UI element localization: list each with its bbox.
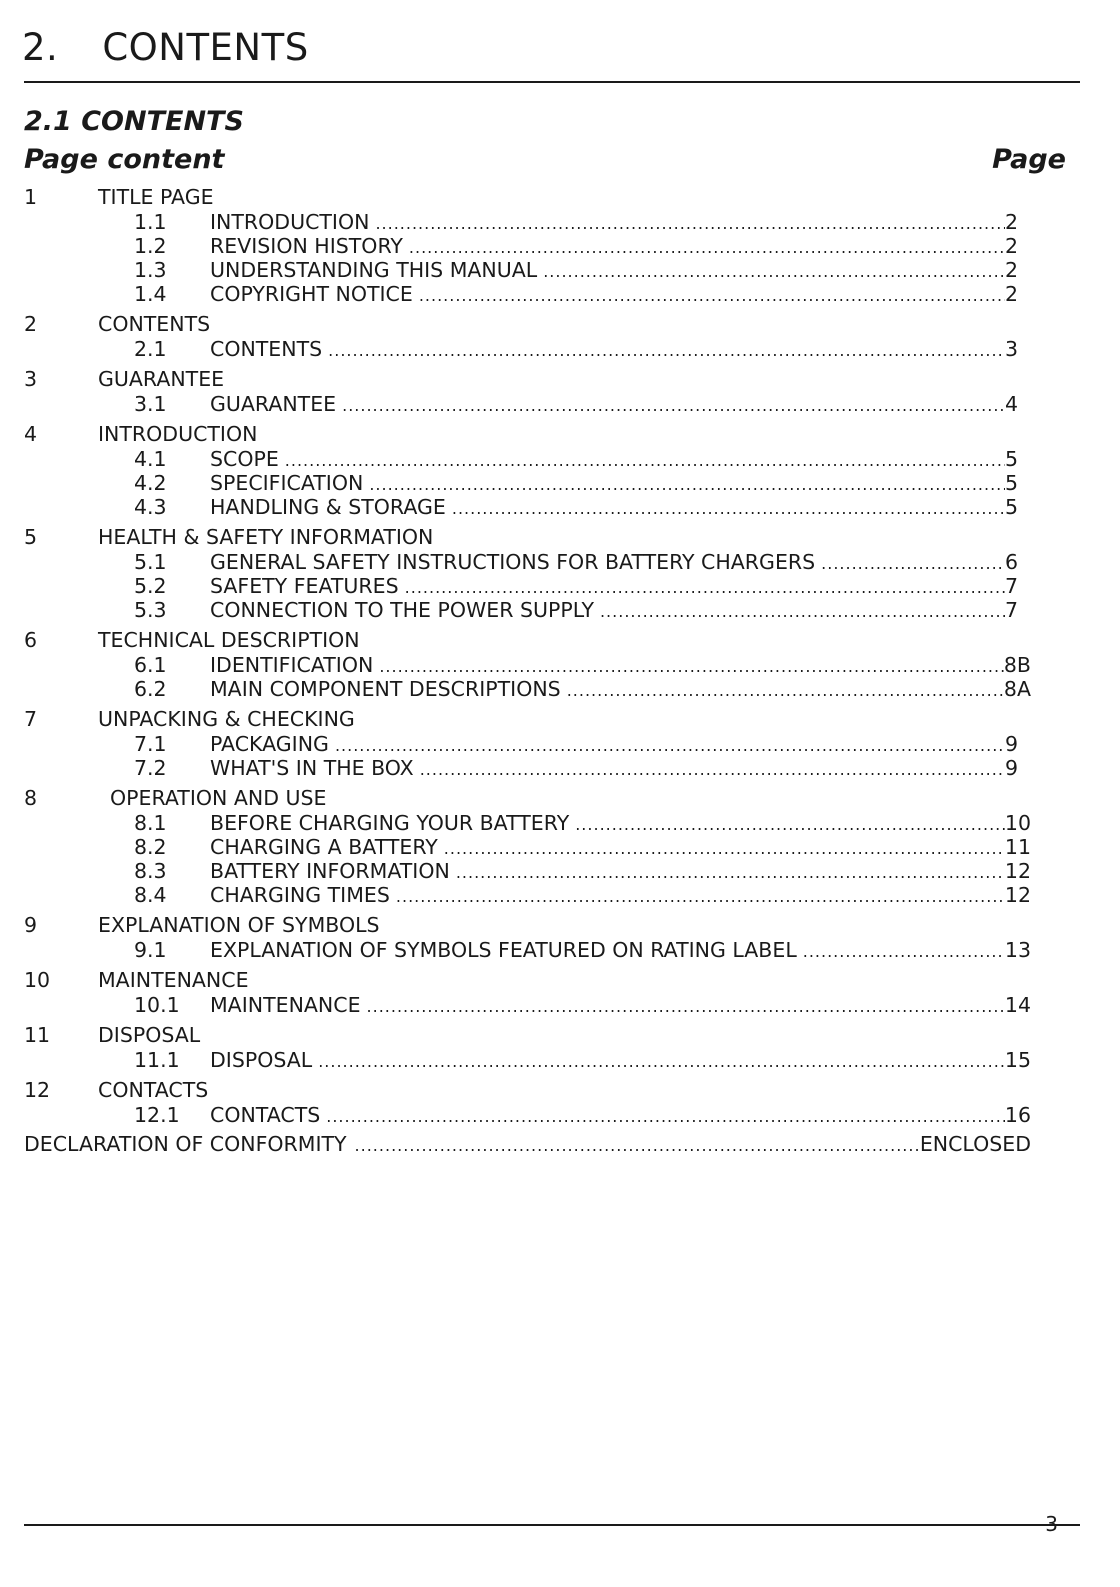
toc-chapter (24, 421, 1031, 447)
toc-chapter-title: DISPOSAL (98, 1023, 201, 1047)
toc-entry (24, 653, 1031, 677)
toc-entry-number: 5.3 (134, 598, 167, 622)
toc-entry-page: 14 (1004, 993, 1031, 1017)
toc-entry-title: SPECIFICATION (210, 471, 364, 495)
toc-entry-number: 6.1 (134, 653, 167, 677)
page-column-heading: Page (992, 144, 1066, 175)
toc-entry-number: 5.2 (134, 574, 167, 598)
toc-entry-page: 12 (1004, 883, 1031, 907)
toc-entry-page: 5 (1005, 495, 1019, 519)
toc-entry-page: 9 (1005, 732, 1019, 756)
toc-entry-number: 8.1 (134, 811, 167, 835)
toc-entry-number: 1.3 (134, 258, 167, 282)
toc-chapter (24, 1022, 1031, 1048)
toc-entry (24, 859, 1031, 883)
toc-entry-title: DISPOSAL (210, 1048, 313, 1072)
toc-chapter-number: 10 (24, 968, 51, 992)
toc-chapter-title: CONTENTS (98, 312, 211, 336)
dot-leader (347, 1133, 920, 1159)
toc-entry-title: IDENTIFICATION (210, 653, 374, 677)
toc-chapter-title: UNPACKING & CHECKING (98, 707, 355, 731)
page-title-number: 2. (22, 26, 59, 69)
toc-entry (24, 1103, 1031, 1127)
toc-chapter-number: 9 (24, 913, 38, 937)
toc-chapter-number: 4 (24, 422, 38, 446)
toc-entry-page: 16 (1004, 1103, 1031, 1127)
toc-entry-number: 6.2 (134, 677, 167, 701)
toc-chapter-number: 5 (24, 525, 38, 549)
toc-chapter (24, 967, 1031, 993)
toc-entry-title: BATTERY INFORMATION (210, 859, 450, 883)
toc-entry-page: 2 (1005, 258, 1019, 282)
toc-chapter (24, 184, 1031, 210)
toc-entry-page: 7 (1005, 574, 1019, 598)
toc-entry (24, 210, 1031, 234)
toc-entry-title: CONTACTS (210, 1103, 321, 1127)
toc-entry-title: HANDLING & STORAGE (210, 495, 446, 519)
toc-entry-page: 11 (1004, 835, 1031, 859)
toc-entry (24, 732, 1031, 756)
toc-entry (24, 598, 1031, 622)
toc-entry (24, 337, 1031, 361)
toc-entry (24, 495, 1031, 519)
dot-leader (363, 473, 1005, 497)
toc-entry-page: 2 (1005, 234, 1019, 258)
dot-leader (797, 940, 1005, 964)
toc-entry (24, 835, 1031, 859)
dot-leader (322, 339, 1005, 363)
toc-entry (24, 550, 1031, 574)
toc-entry-number: 1.2 (134, 234, 167, 258)
toc-chapter-title: GUARANTEE (98, 367, 225, 391)
toc-chapter-number: 11 (24, 1023, 51, 1047)
toc-entry (24, 993, 1031, 1017)
page-title-text: CONTENTS (102, 26, 309, 69)
dot-leader (369, 212, 1005, 236)
toc-entry-page: 12 (1004, 859, 1031, 883)
toc-entry-number: 4.2 (134, 471, 167, 495)
toc-chapter-number: 6 (24, 628, 38, 652)
toc-entry-title: BEFORE CHARGING YOUR BATTERY (210, 811, 570, 835)
toc-entry (24, 811, 1031, 835)
page-number: 3 (1045, 1512, 1058, 1536)
toc-chapter (24, 785, 1031, 811)
toc-entry (24, 938, 1031, 962)
dot-leader (390, 885, 1005, 909)
toc-entry-title: MAIN COMPONENT DESCRIPTIONS (210, 677, 561, 701)
footer-rule (24, 1524, 1080, 1526)
dot-leader (329, 734, 1005, 758)
toc-entry-title: COPYRIGHT NOTICE (210, 282, 413, 306)
toc-chapter-number: 8 (24, 786, 38, 810)
toc-entry-title: REVISION HISTORY (210, 234, 403, 258)
toc-entry-page: 5 (1005, 471, 1019, 495)
toc-entry-number: 7.2 (134, 756, 167, 780)
toc-entry-number: 4.1 (134, 447, 167, 471)
toc-entry-number: 1.1 (134, 210, 167, 234)
dot-leader (438, 837, 1005, 861)
toc-entry-number: 8.2 (134, 835, 167, 859)
dot-leader (403, 236, 1005, 260)
toc-entry-title: GUARANTEE (210, 392, 337, 416)
toc-entry-page: 4 (1005, 392, 1019, 416)
toc-chapter-number: 12 (24, 1078, 51, 1102)
toc-entry-page: 2 (1005, 210, 1019, 234)
toc-entry-page: 8B (1003, 653, 1031, 677)
toc-entry (24, 234, 1031, 258)
toc-entry-page: 5 (1005, 447, 1019, 471)
toc-entry-title: CONNECTION TO THE POWER SUPPLY (210, 598, 594, 622)
dot-leader (537, 260, 1005, 284)
toc-final-entry (24, 1131, 1031, 1157)
toc-entry-page: 13 (1004, 938, 1031, 962)
toc-entry-title: PACKAGING (210, 732, 329, 756)
toc-entry (24, 258, 1031, 282)
dot-leader (815, 552, 1005, 576)
toc-chapter-number: 3 (24, 367, 38, 391)
toc-entry-title: UNDERSTANDING THIS MANUAL (210, 258, 538, 282)
dot-leader (414, 758, 1005, 782)
toc-entry-number: 8.4 (134, 883, 167, 907)
toc-entry-number: 7.1 (134, 732, 167, 756)
dot-leader (336, 394, 1005, 418)
dot-leader (450, 861, 1005, 885)
toc-chapter-title: HEALTH & SAFETY INFORMATION (98, 525, 434, 549)
dot-leader (594, 600, 1005, 624)
toc-entry-page: 6 (1005, 550, 1019, 574)
header-rule (24, 81, 1080, 83)
dot-leader (446, 497, 1005, 521)
toc-chapter-number: 1 (24, 185, 38, 209)
toc-entry (24, 447, 1031, 471)
toc-entry-page: 9 (1005, 756, 1019, 780)
toc-entry-number: 8.3 (134, 859, 167, 883)
toc-chapter-title: OPERATION AND USE (110, 786, 327, 810)
toc-entry-title: INTRODUCTION (210, 210, 370, 234)
toc-chapter (24, 1077, 1031, 1103)
toc-chapter (24, 912, 1031, 938)
toc-entry-title: MAINTENANCE (210, 993, 361, 1017)
toc-entry (24, 883, 1031, 907)
toc-entry-title: GENERAL SAFETY INSTRUCTIONS FOR BATTERY CHARGERS (210, 550, 816, 574)
section-heading: 2.1 CONTENTS (24, 106, 244, 137)
toc-entry (24, 1048, 1031, 1072)
dot-leader (320, 1105, 1005, 1129)
toc-entry-number: 4.3 (134, 495, 167, 519)
toc-chapter (24, 524, 1031, 550)
toc-entry-page: 15 (1004, 1048, 1031, 1072)
toc-chapter (24, 627, 1031, 653)
toc-entry-number: 3.1 (134, 392, 167, 416)
toc-entry-page: 8A (1003, 677, 1031, 701)
toc-entry-number: 5.1 (134, 550, 167, 574)
toc-entry (24, 574, 1031, 598)
toc-entry-page: 7 (1005, 598, 1019, 622)
toc-chapter (24, 706, 1031, 732)
toc-entry-number: 2.1 (134, 337, 167, 361)
toc-entry-page: 3 (1005, 337, 1019, 361)
toc-entry-number: 1.4 (134, 282, 167, 306)
toc-chapter-title: EXPLANATION OF SYMBOLS (98, 913, 380, 937)
toc-entry-title: SCOPE (210, 447, 279, 471)
dot-leader (413, 284, 1005, 308)
toc-chapter-title: MAINTENANCE (98, 968, 249, 992)
toc-entry-title: SAFETY FEATURES (210, 574, 399, 598)
toc-entry (24, 677, 1031, 701)
toc-entry (24, 471, 1031, 495)
toc-chapter-title: CONTACTS (98, 1078, 209, 1102)
toc-entry-number: 10.1 (134, 993, 180, 1017)
toc-chapter (24, 311, 1031, 337)
toc-entry-title: WHAT'S IN THE BOX (210, 756, 414, 780)
dot-leader (279, 449, 1005, 473)
toc-entry-number: 11.1 (134, 1048, 180, 1072)
toc-chapter-title: TITLE PAGE (98, 185, 214, 209)
toc-chapter-number: 2 (24, 312, 38, 336)
table-of-contents (24, 184, 1031, 1157)
toc-entry (24, 392, 1031, 416)
toc-entry-title: CHARGING TIMES (210, 883, 390, 907)
dot-leader (399, 576, 1005, 600)
toc-entry-page: 2 (1005, 282, 1019, 306)
toc-entry (24, 756, 1031, 780)
toc-entry (24, 282, 1031, 306)
toc-entry-number: 12.1 (134, 1103, 180, 1127)
dot-leader (361, 995, 1005, 1019)
toc-entry-title: EXPLANATION OF SYMBOLS FEATURED ON RATING LABEL (210, 938, 797, 962)
dot-leader (312, 1050, 1005, 1074)
toc-final-title: DECLARATION OF CONFORMITY (24, 1132, 347, 1156)
dot-leader (561, 679, 1004, 703)
page-content-column-heading: Page content (24, 144, 225, 175)
toc-entry-page: 10 (1004, 811, 1031, 835)
toc-entry-number: 9.1 (134, 938, 167, 962)
dot-leader (373, 655, 1004, 679)
toc-entry-title: CHARGING A BATTERY (210, 835, 438, 859)
dot-leader (569, 813, 1005, 837)
toc-entry-title: CONTENTS (210, 337, 323, 361)
toc-chapter-title: INTRODUCTION (98, 422, 258, 446)
toc-chapter-number: 7 (24, 707, 38, 731)
toc-final-page: ENCLOSED (919, 1132, 1031, 1156)
toc-chapter-title: TECHNICAL DESCRIPTION (98, 628, 360, 652)
toc-chapter (24, 366, 1031, 392)
page-title (22, 26, 309, 69)
